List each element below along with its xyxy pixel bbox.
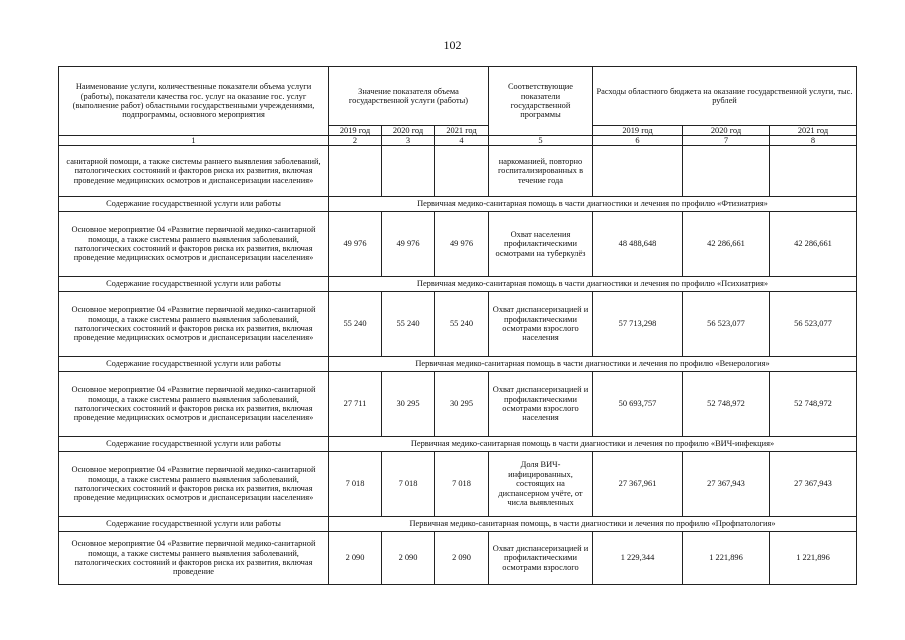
- column-number: 2: [329, 136, 382, 146]
- measure-name: Основное мероприятие 04 «Развитие первичной медико-санитарной помощи, а также системы раннего выявления заболеваний, патологических состояний и факторов риска их развития, включая проведение медицинских осмотров и диспансеризации населения»: [59, 212, 329, 277]
- volume-2019: 27 711: [329, 372, 382, 437]
- measure-name: санитарной помощи, а также системы раннего выявления заболеваний, патологических состояний и факторов риска их развития, включая проведение медицинских осмотров и диспансеризации населения»: [59, 146, 329, 197]
- budget-2021: 52 748,972: [770, 372, 857, 437]
- header-name: Наименование услуги, количественные показатели объема услуги (работы), показатели качества гос. услуг на оказание гос. услуг (выполнение работ) областными государственными учреждениями, подпрограммы, основного мероприятия: [59, 67, 329, 136]
- volume-2019: 7 018: [329, 452, 382, 517]
- section-content: Первичная медико-санитарная помощь в части диагностики и лечения по профилю «Психиатрия»: [329, 277, 857, 292]
- year-cell: 2019 год: [593, 126, 683, 136]
- empty-cell: [435, 146, 489, 197]
- budget-2020: 27 367,943: [683, 452, 770, 517]
- table-row: [59, 292, 857, 357]
- column-number: 3: [382, 136, 435, 146]
- header-volume: Значение показателя объема государственной услуги (работы): [329, 67, 489, 126]
- volume-2020: 2 090: [382, 532, 435, 585]
- year-cell: 2021 год: [435, 126, 489, 136]
- section-content: Первичная медико-санитарная помощь в части диагностики и лечения по профилю «Фтизиатрия»: [329, 197, 857, 212]
- volume-2020: 7 018: [382, 452, 435, 517]
- section-label: Содержание государственной услуги или работы: [59, 517, 329, 532]
- column-number: 5: [489, 136, 593, 146]
- volume-2019: 49 976: [329, 212, 382, 277]
- program-indicator: Охват диспансеризацией и профилактическими осмотрами взрослого населения: [489, 292, 593, 357]
- volume-2021: 2 090: [435, 532, 489, 585]
- budget-2019: 48 488,648: [593, 212, 683, 277]
- section-label: Содержание государственной услуги или работы: [59, 357, 329, 372]
- column-number: 1: [59, 136, 329, 146]
- year-cell: 2019 год: [329, 126, 382, 136]
- budget-table: [58, 66, 857, 585]
- budget-2020: 56 523,077: [683, 292, 770, 357]
- table-row: [59, 532, 857, 585]
- empty-cell: [683, 146, 770, 197]
- header-budget: Расходы областного бюджета на оказание государственной услуги, тыс. рублей: [593, 67, 857, 126]
- budget-2019: 1 229,344: [593, 532, 683, 585]
- section-row: [59, 437, 857, 452]
- section-row: [59, 357, 857, 372]
- column-number: 7: [683, 136, 770, 146]
- program-indicator: Охват диспансеризацией и профилактическими осмотрами взрослого: [489, 532, 593, 585]
- program-indicator: Доля ВИЧ-инфицированных, состоящих на диспансерном учёте, от числа выявленных: [489, 452, 593, 517]
- section-content: Первичная медико-санитарная помощь, в части диагностики и лечения по профилю «Профпатология»: [329, 517, 857, 532]
- section-row: [59, 197, 857, 212]
- column-number: 6: [593, 136, 683, 146]
- program-indicator: Охват населения профилактическими осмотрами на туберкулёз: [489, 212, 593, 277]
- budget-2020: 1 221,896: [683, 532, 770, 585]
- volume-2021: 49 976: [435, 212, 489, 277]
- budget-2021: 42 286,661: [770, 212, 857, 277]
- budget-2021: 56 523,077: [770, 292, 857, 357]
- measure-name: Основное мероприятие 04 «Развитие первичной медико-санитарной помощи, а также системы раннего выявления заболеваний, патологических состояний и факторов риска их развития, включая проведение: [59, 532, 329, 585]
- budget-2019: 27 367,961: [593, 452, 683, 517]
- volume-2020: 55 240: [382, 292, 435, 357]
- empty-cell: [770, 146, 857, 197]
- table-row: [59, 452, 857, 517]
- budget-2019: 50 693,757: [593, 372, 683, 437]
- program-indicator: Охват диспансеризацией и профилактическими осмотрами взрослого населения: [489, 372, 593, 437]
- page-number: 102: [443, 38, 462, 52]
- volume-2021: 55 240: [435, 292, 489, 357]
- section-content: Первичная медико-санитарная помощь в части диагностики и лечения по профилю «Венерология»: [329, 357, 857, 372]
- measure-name: Основное мероприятие 04 «Развитие первичной медико-санитарной помощи, а также системы раннего выявления заболеваний, патологических состояний и факторов риска их развития, включая проведение медицинских осмотров и диспансеризации населения»: [59, 372, 329, 437]
- measure-name: Основное мероприятие 04 «Развитие первичной медико-санитарной помощи, а также системы раннего выявления заболеваний, патологических состояний и факторов риска их развития, включая проведение медицинских осмотров и диспансеризации населения»: [59, 292, 329, 357]
- budget-2019: 57 713,298: [593, 292, 683, 357]
- empty-cell: [382, 146, 435, 197]
- section-content: Первичная медико-санитарная помощь в части диагностики и лечения по профилю «ВИЧ-инфекция»: [329, 437, 857, 452]
- column-number: 8: [770, 136, 857, 146]
- volume-2019: 55 240: [329, 292, 382, 357]
- year-cell: 2021 год: [770, 126, 857, 136]
- budget-2021: 1 221,896: [770, 532, 857, 585]
- year-cell: 2020 год: [683, 126, 770, 136]
- continuation-row: [59, 146, 857, 197]
- budget-2020: 52 748,972: [683, 372, 770, 437]
- header-program: Соответствующие показатели государственной программы: [489, 67, 593, 136]
- volume-2021: 30 295: [435, 372, 489, 437]
- budget-2020: 42 286,661: [683, 212, 770, 277]
- empty-cell: [329, 146, 382, 197]
- empty-cell: [593, 146, 683, 197]
- section-label: Содержание государственной услуги или работы: [59, 437, 329, 452]
- volume-2020: 30 295: [382, 372, 435, 437]
- volume-2020: 49 976: [382, 212, 435, 277]
- program-indicator: наркоманией, повторно госпитализированных в течение года: [489, 146, 593, 197]
- year-cell: 2020 год: [382, 126, 435, 136]
- measure-name: Основное мероприятие 04 «Развитие первичной медико-санитарной помощи, а также системы раннего выявления заболеваний, патологических состояний и факторов риска их развития, включая проведение медицинских осмотров и диспансеризации населения»: [59, 452, 329, 517]
- section-row: [59, 277, 857, 292]
- section-label: Содержание государственной услуги или работы: [59, 197, 329, 212]
- volume-2019: 2 090: [329, 532, 382, 585]
- column-number: 4: [435, 136, 489, 146]
- table-row: [59, 212, 857, 277]
- table-row: [59, 372, 857, 437]
- budget-2021: 27 367,943: [770, 452, 857, 517]
- section-row: [59, 517, 857, 532]
- volume-2021: 7 018: [435, 452, 489, 517]
- section-label: Содержание государственной услуги или работы: [59, 277, 329, 292]
